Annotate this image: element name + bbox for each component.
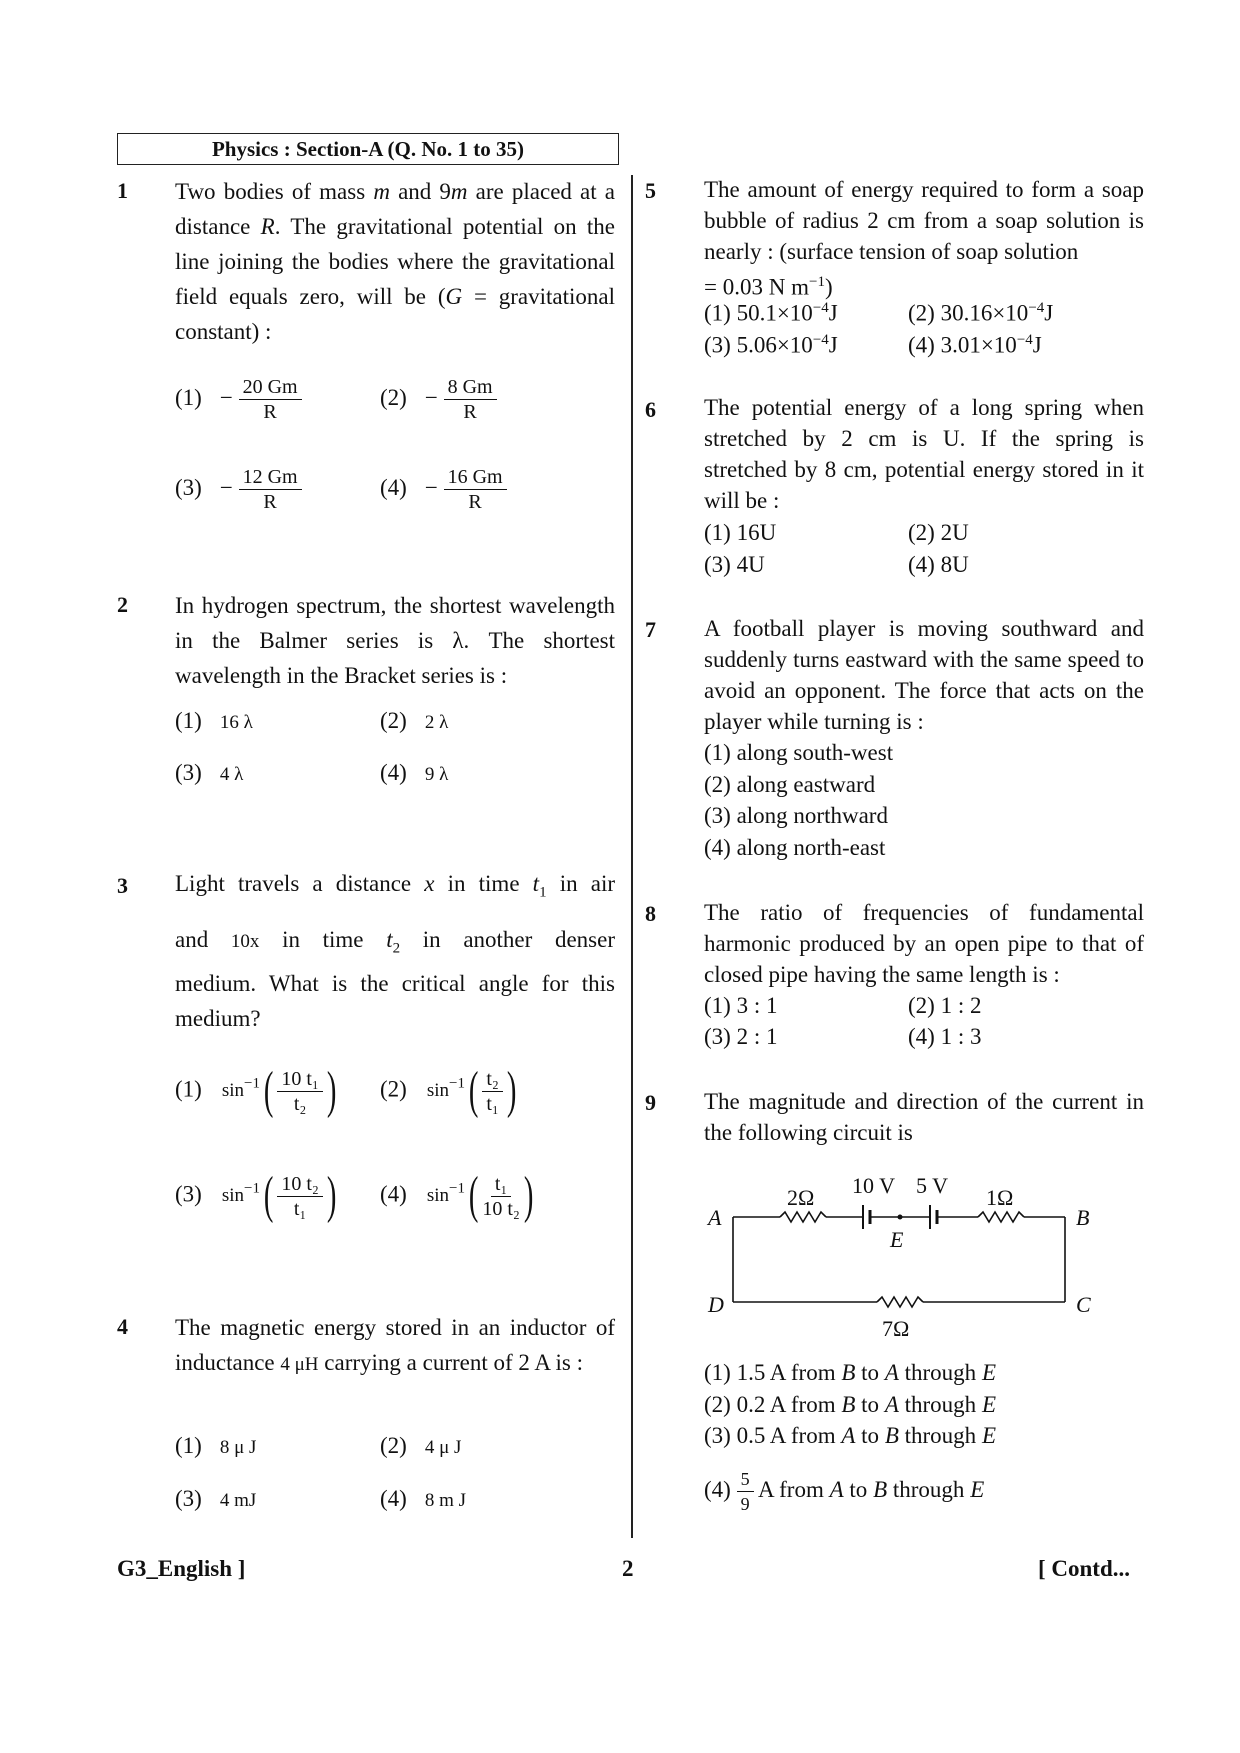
option[interactable]: (2) 0.2 A from B to A through E bbox=[704, 1392, 996, 1417]
battery-label: 5 V bbox=[916, 1173, 948, 1198]
option[interactable]: (1) $50.1\times 10^{-4}J$ bbox=[704, 300, 838, 326]
option[interactable]: (4) 8 m J bbox=[380, 1486, 467, 1511]
option[interactable]: (3) 0.5 A from A to B through E bbox=[704, 1423, 996, 1448]
node-label-e: E bbox=[890, 1227, 904, 1252]
option[interactable]: (2) $\sin^{-1}$( $\frac{\text{t₂}}{\text{t₁}}$ ) bbox=[380, 1062, 517, 1119]
question-text: Two bodies of mass m and 9m are placed at a distance R. The gravitational potential on the line joining the bodies where the gravitational field equals zero, will be (G = gravitational constant) : bbox=[175, 179, 616, 344]
footer-code: G3_English ] bbox=[117, 1556, 246, 1581]
option[interactable]: (1) 1.5 A from B to A through E bbox=[704, 1360, 996, 1385]
option[interactable]: (2) 2U bbox=[908, 520, 969, 545]
question-number: 6 bbox=[645, 397, 656, 422]
option[interactable]: (4) $\sin^{-1}$( $\frac{\text{t₁}}{\text{10 t₂}}$ ) bbox=[380, 1167, 534, 1224]
option[interactable]: (4) $3.01\times 10^{-4}J$ bbox=[908, 332, 1042, 358]
question-text: The amount of energy required to form a soap bubble of radius 2 cm from a soap solution is nearly : (surface tension of soap solution = 0.03 N $m^{-1}$) bbox=[704, 177, 1144, 300]
option[interactable]: (2) $30.16\times 10^{-4}J$ bbox=[908, 300, 1054, 326]
page-number: 2 bbox=[622, 1556, 634, 1581]
column-divider bbox=[631, 175, 633, 1538]
option[interactable]: (1) 8 μ J bbox=[175, 1433, 257, 1458]
question-number: 1 bbox=[117, 178, 128, 203]
resistor-label: 2Ω bbox=[787, 1185, 815, 1210]
option[interactable]: (1) $\sin^{-1}$( $\frac{\text{10 t₁}}{\text{t₂}}$ ) bbox=[175, 1062, 337, 1119]
option[interactable]: (2) − $\frac{8 Gm}{R}$ bbox=[380, 375, 497, 424]
continued-label: [ Contd... bbox=[1038, 1556, 1131, 1581]
question-number: 7 bbox=[645, 617, 656, 642]
option[interactable]: (2) along eastward bbox=[704, 772, 876, 797]
question-text: The magnetic energy stored in an inductor of inductance 4 μH carrying a current of 2 A is : bbox=[175, 1315, 615, 1375]
question-number: 5 bbox=[645, 178, 656, 203]
resistor-2ohm bbox=[780, 1212, 826, 1222]
option[interactable]: (1) along south-west bbox=[704, 740, 894, 765]
question-number: 3 bbox=[117, 873, 128, 898]
circuit-diagram bbox=[700, 1160, 1120, 1350]
option[interactable]: (3) 4 mJ bbox=[175, 1486, 257, 1511]
question-text: A football player is moving southward and suddenly turns eastward with the same speed to avoid an opponent. The force that acts on the player while turning is : bbox=[704, 616, 1144, 734]
question-number: 9 bbox=[645, 1090, 656, 1115]
option[interactable]: (3) − $\frac{12 Gm}{R}$ bbox=[175, 465, 302, 514]
battery-label: 10 V bbox=[852, 1173, 895, 1198]
option[interactable]: (4) along north-east bbox=[704, 835, 886, 860]
question-text-line: Light travels a distance x in time $t_1$ in air bbox=[175, 871, 615, 901]
option[interactable]: (1) 16 λ bbox=[175, 708, 253, 733]
option[interactable]: (4) 8U bbox=[908, 552, 969, 577]
question-text-line: medium. What is the critical angle for this medium? bbox=[175, 971, 615, 1031]
question-text: The ratio of frequencies of fundamental harmonic produced by an open pipe to that of closed pipe having the same length is : bbox=[704, 900, 1144, 987]
question-text: The potential energy of a long spring when stretched by 2 cm is U. If the spring is stretched by 8 cm, potential energy stored in it will be : bbox=[704, 395, 1144, 513]
node-label-d: D bbox=[708, 1292, 724, 1317]
option[interactable]: (3) along northward bbox=[704, 803, 888, 828]
question-text: In hydrogen spectrum, the shortest wavelength in the Balmer series is λ. The shortest wavelength in the Bracket series is : bbox=[175, 593, 615, 688]
option[interactable]: (3) 4U bbox=[704, 552, 765, 577]
option[interactable]: (3) $5.06\times 10^{-4}J$ bbox=[704, 332, 838, 358]
option[interactable]: (4) $\frac{5}{9}$ A from A to B through E bbox=[704, 1469, 985, 1514]
resistor-label: 1Ω bbox=[986, 1185, 1014, 1210]
question-number: 8 bbox=[645, 901, 656, 926]
node-label-a: A bbox=[708, 1205, 722, 1230]
option[interactable]: (3) $\sin^{-1}$( $\frac{\text{10 t₂}}{\text{t₁}}$ ) bbox=[175, 1167, 337, 1224]
question-text: The magnitude and direction of the current in the following circuit is bbox=[704, 1089, 1144, 1145]
option[interactable]: (3) 4 λ bbox=[175, 760, 244, 785]
option[interactable]: (1) 16U bbox=[704, 520, 777, 545]
question-text-line: and 10x in time $t_2$ in another denser bbox=[175, 927, 615, 957]
option[interactable]: (2) 4 μ J bbox=[380, 1433, 462, 1458]
option[interactable]: (1) 3 : 1 bbox=[704, 993, 778, 1018]
question-number: 4 bbox=[117, 1314, 128, 1339]
option[interactable]: (4) 1 : 3 bbox=[908, 1024, 982, 1049]
section-header: Physics : Section-A (Q. No. 1 to 35) bbox=[117, 133, 619, 165]
node-label-c: C bbox=[1076, 1292, 1091, 1317]
option[interactable]: (2) 2 λ bbox=[380, 708, 449, 733]
junction-dot bbox=[898, 1215, 903, 1220]
resistor-7ohm bbox=[877, 1297, 923, 1307]
resistor-1ohm bbox=[978, 1212, 1024, 1222]
option[interactable]: (4) 9 λ bbox=[380, 760, 449, 785]
option[interactable]: (1) − $\frac{20 Gm}{R}$ bbox=[175, 375, 302, 424]
resistor-label: 7Ω bbox=[882, 1316, 910, 1341]
option[interactable]: (2) 1 : 2 bbox=[908, 993, 982, 1018]
question-number: 2 bbox=[117, 592, 128, 617]
option[interactable]: (4) − $\frac{16 Gm}{R}$ bbox=[380, 465, 507, 514]
option[interactable]: (3) 2 : 1 bbox=[704, 1024, 778, 1049]
node-label-b: B bbox=[1076, 1205, 1090, 1230]
